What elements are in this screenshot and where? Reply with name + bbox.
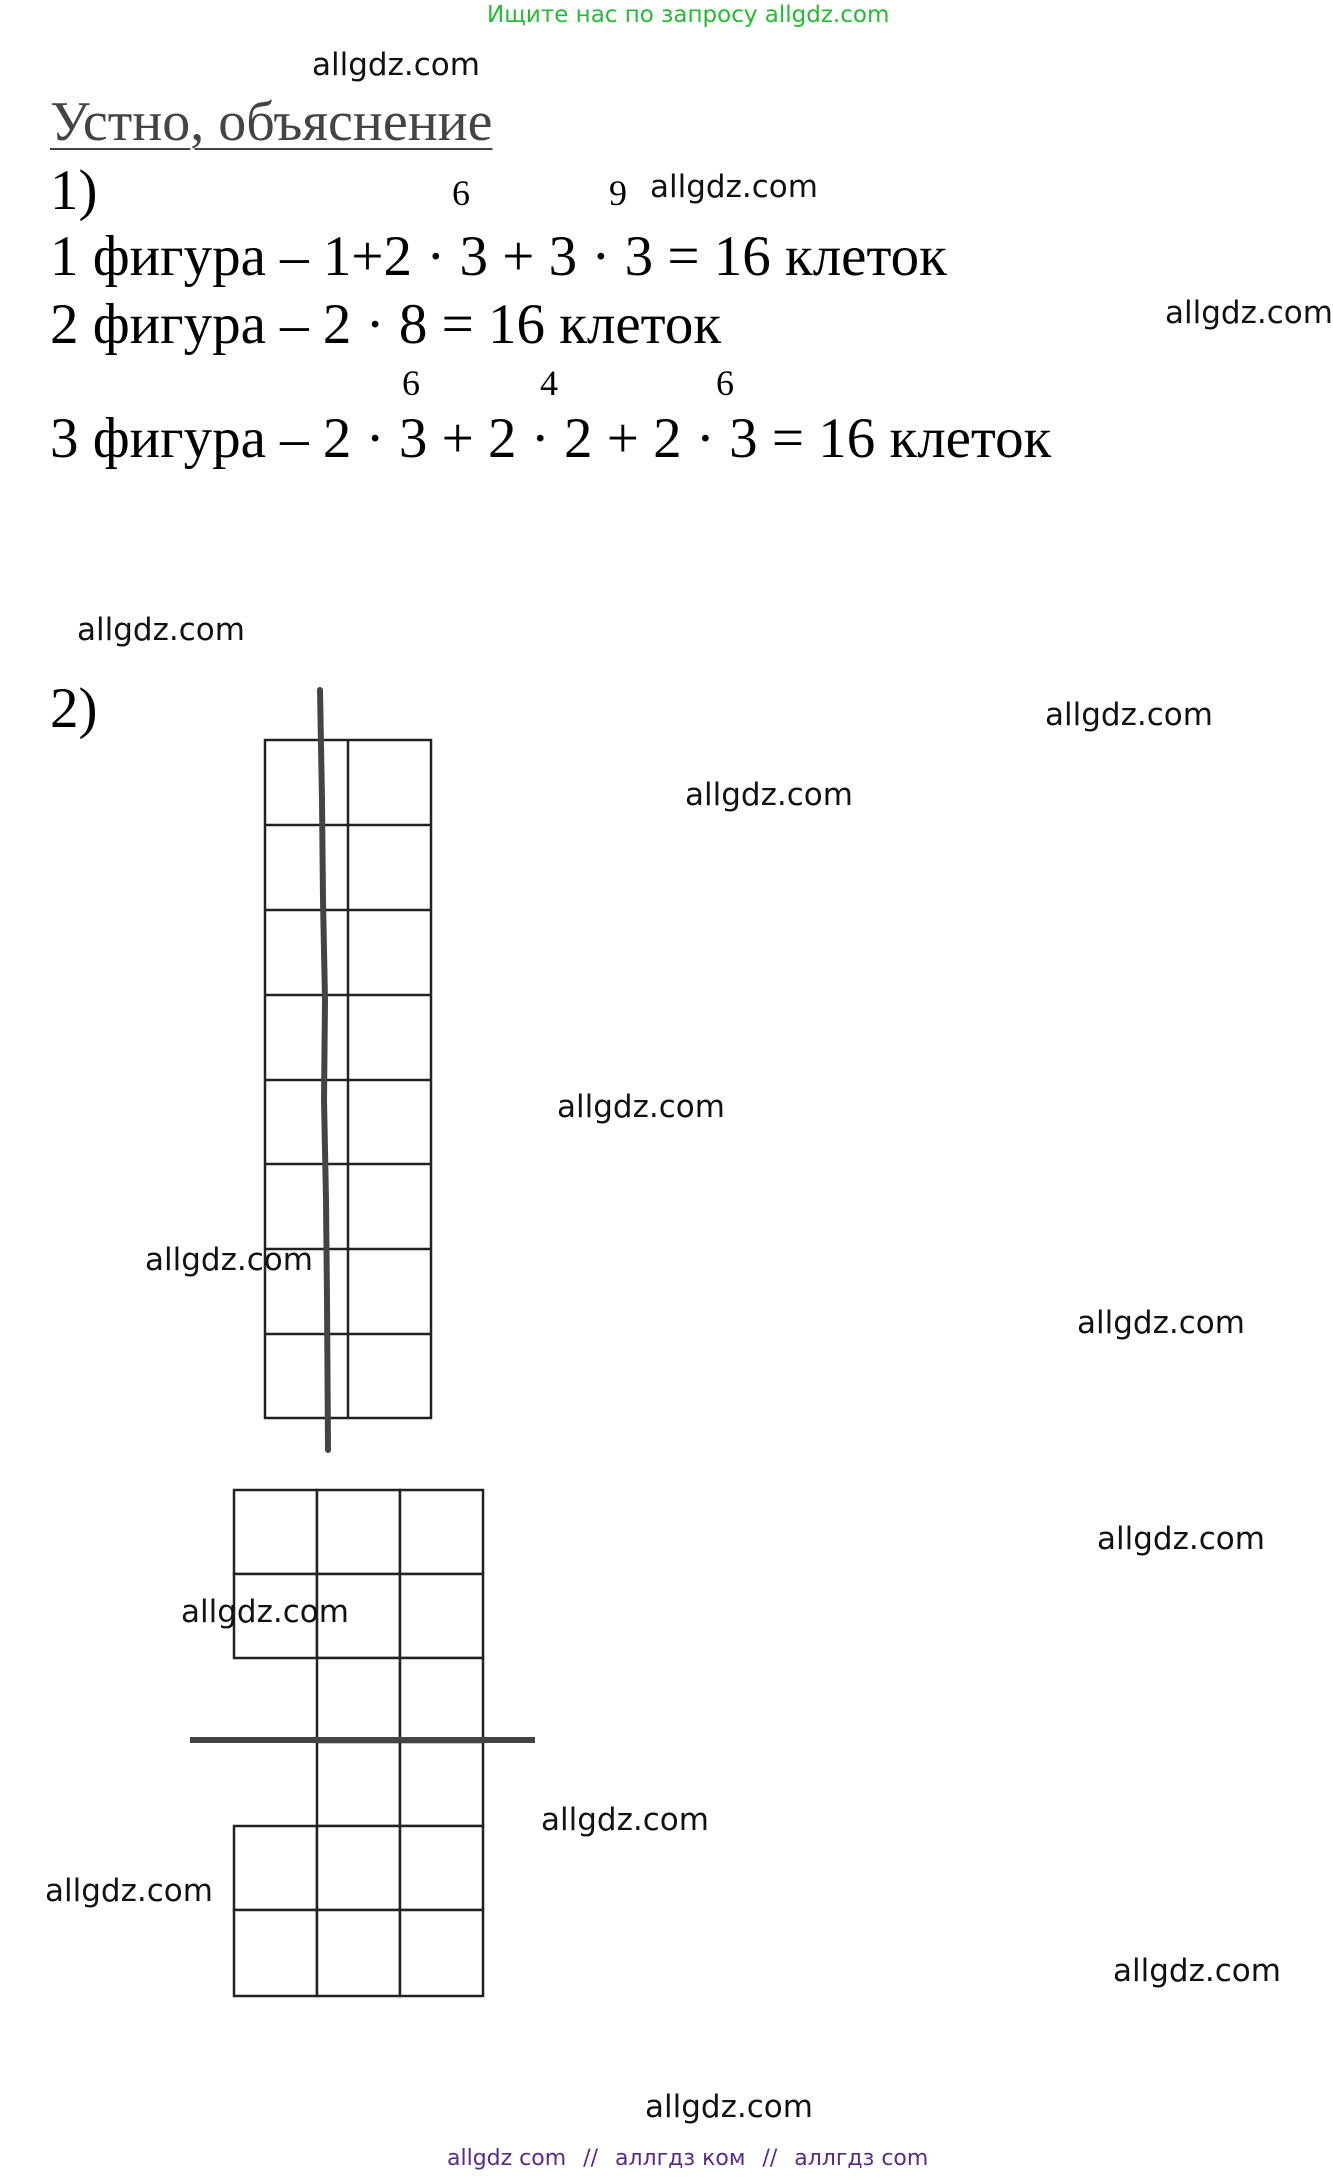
line1-superscript-1: 6 [452,173,470,213]
watermark-text: allgdz.com [312,47,480,83]
footer-link[interactable]: аллгдз ком [615,2146,746,2171]
watermark-text: allgdz.com [1113,1953,1281,1989]
line1-superscript-2: 9 [609,173,627,213]
watermark-text: allgdz.com [1045,697,1213,733]
watermark-text: allgdz.com [145,1242,313,1278]
watermark-text: allgdz.com [650,169,818,205]
watermark-text: allgdz.com [1097,1521,1265,1557]
line3-superscript-3: 6 [716,363,734,403]
part1-label: 1) [50,159,98,222]
footer-separator: // [583,2146,598,2171]
footer-separator: // [762,2146,778,2171]
watermark-text: allgdz.com [1165,295,1333,331]
top-banner: Ищите нас по запросу allgdz.com [487,2,890,28]
watermark-text: allgdz.com [645,2089,813,2125]
watermark-text: allgdz.com [181,1594,349,1630]
footer-link[interactable]: allgdz com [447,2146,567,2171]
watermark-text: allgdz.com [77,612,245,648]
footer-links [447,2148,928,2170]
watermark-text: allgdz.com [45,1873,213,1909]
equation-line-1: 1 фигура – 1+2 · 3 + 3 · 3 = 16 клеток [50,225,947,288]
watermark-text: allgdz.com [685,777,853,813]
line3-superscript-2: 4 [540,363,558,403]
footer-link[interactable]: аллгдз com [794,2146,929,2171]
figure-a-grid [265,740,431,1418]
page-heading: Устно, объяснение [50,91,493,153]
line3-superscript-1: 6 [402,363,420,403]
equation-line-2: 2 фигура – 2 · 8 = 16 клеток [50,293,722,356]
watermark-text: allgdz.com [557,1089,725,1125]
equation-line-3: 3 фигура – 2 · 3 + 2 · 2 + 2 · 3 = 16 клеток [50,407,1052,470]
watermark-text: allgdz.com [541,1802,709,1838]
part2-label: 2) [50,677,98,740]
watermark-text: allgdz.com [1077,1305,1245,1341]
